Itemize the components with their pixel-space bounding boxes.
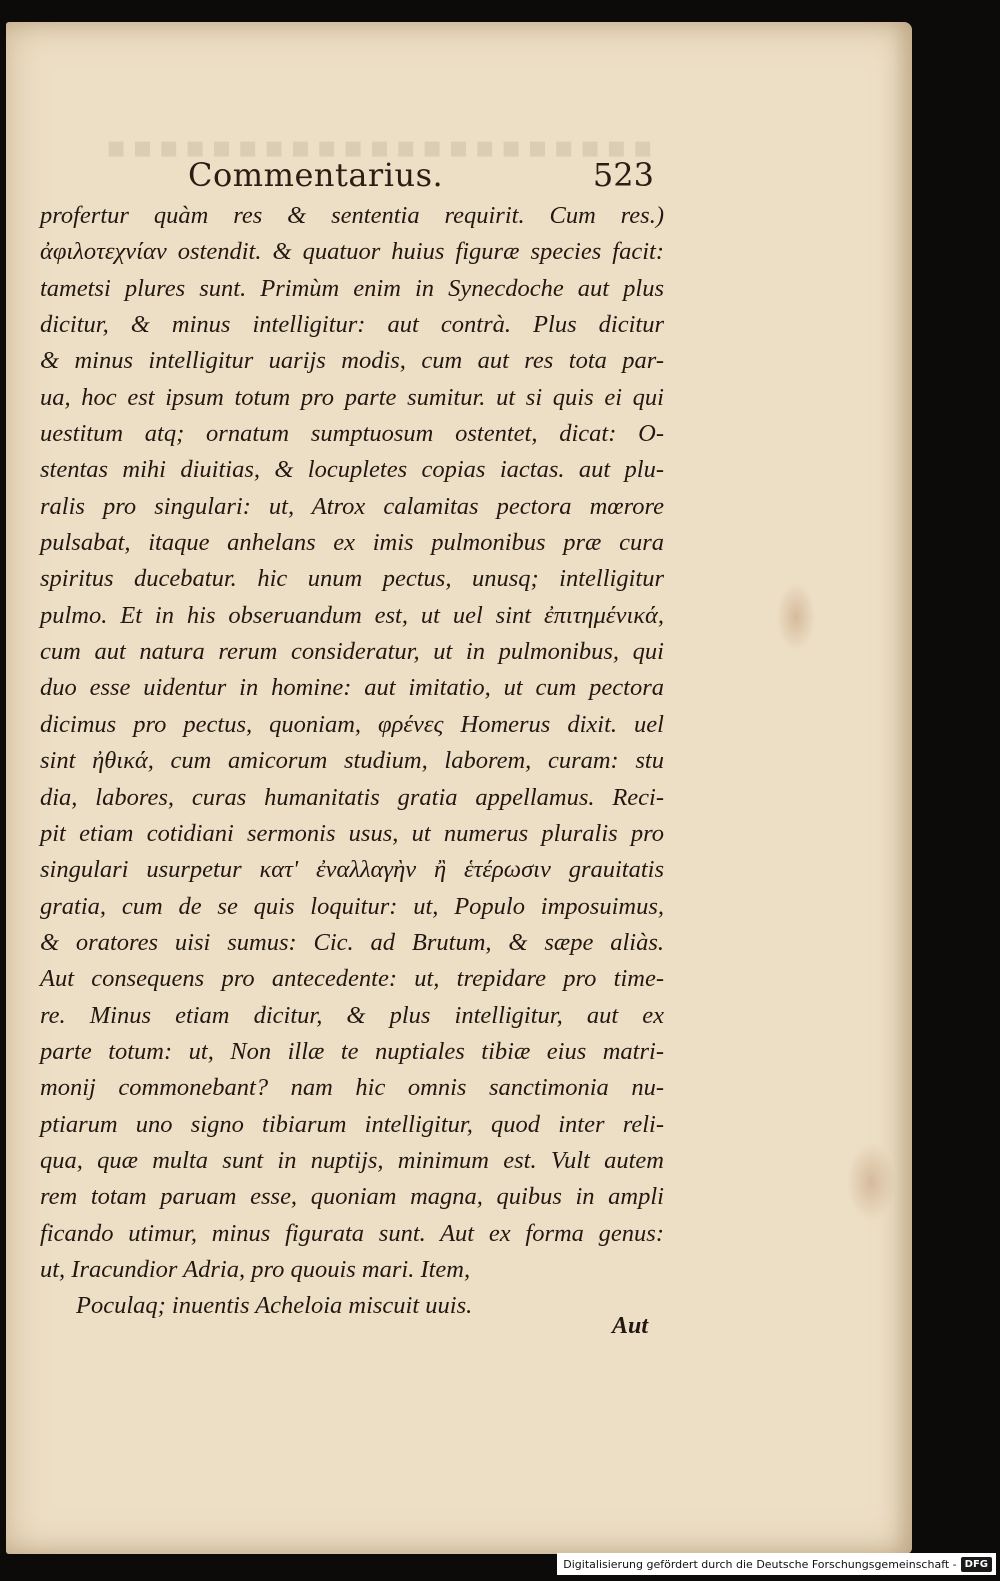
text-line: ut, Iracundior Adria, pro quouis mari. Item, — [40, 1255, 471, 1283]
text-line: pulmo. Et in his obseruandum est, ut uel sint ἐπιτημένικά, — [40, 601, 664, 629]
text-line: monij commonebant? nam hic omnis sanctimonia nu- — [40, 1074, 664, 1102]
paper-stain — [776, 582, 816, 652]
funding-notice: Digitalisierung gefördert durch die Deutsche Forschungsgemeinschaft - — [563, 1557, 957, 1571]
text-line: singulari usurpetur κατ' ἐναλλαγὴν ἢ ἑτέρωσιν grauitatis — [40, 856, 664, 884]
text-line: duo esse uidentur in homine: aut imitatio, ut cum pectora — [40, 674, 664, 702]
dfg-logo: DFG — [961, 1557, 992, 1572]
text-line: ralis pro singulari: ut, Atrox calamitas pectora mœrore — [40, 492, 664, 520]
text-line: parte totum: ut, Non illæ te nuptiales tibiæ eius matri- — [40, 1037, 664, 1065]
text-line: & oratores uisi sumus: Cic. ad Brutum, & sæpe aliàs. — [40, 928, 664, 956]
text-line: pulsabat, itaque anhelans ex imis pulmonibus præ cura — [40, 529, 664, 557]
body-text — [40, 198, 664, 1325]
text-line: dia, labores, curas humanitatis gratia appellamus. Reci- — [40, 783, 664, 811]
funding-footer — [557, 1553, 996, 1575]
text-line: re. Minus etiam dicitur, & plus intelligitur, aut ex — [40, 1001, 664, 1029]
text-line: ficando utimur, minus figurata sunt. Aut ex forma genus: — [40, 1219, 664, 1247]
text-line: tametsi plures sunt. Primùm enim in Synecdoche aut plus — [40, 274, 664, 302]
page-header — [40, 156, 662, 200]
text-line: Aut consequens pro antecedente: ut, trepidare pro time- — [40, 965, 664, 993]
text-line: ua, hoc est ipsum totum pro parte sumitur. ut si quis ei qui — [40, 383, 664, 411]
verse-quotation: Poculaq; inuentis Acheloia miscuit uuis. — [76, 1292, 473, 1320]
show-through-text: ▪▪▪▪▪▪▪▪▪▪▪▪▪▪▪▪▪▪▪▪▪ — [106, 130, 659, 165]
text-line: profertur quàm res & sententia requirit. Cum res.) — [40, 202, 664, 229]
text-line: spiritus ducebatur. hic unum pectus, unusq; intelligitur — [40, 565, 664, 593]
text-line: uestitum atq; ornatum sumptuosum ostentet, dicat: O- — [40, 420, 664, 448]
catchword: Aut — [612, 1313, 649, 1339]
text-line: gratia, cum de se quis loquitur: ut, Populo imposuimus, — [40, 892, 664, 920]
text-line: & minus intelligitur uarijs modis, cum aut res tota par- — [40, 347, 664, 375]
text-line: dicimus pro pectus, quoniam, φρένες Homerus dixit. uel — [40, 710, 664, 738]
text-line: stentas mihi diuitias, & locupletes copias iactas. aut plu- — [40, 456, 664, 484]
text-line: dicitur, & minus intelligitur: aut contrà. Plus dicitur — [40, 311, 664, 339]
text-line: qua, quæ multa sunt in nuptijs, minimum est. Vult autem — [40, 1146, 664, 1174]
text-line: cum aut natura rerum consideratur, ut in pulmonibus, qui — [40, 638, 664, 666]
paper-stain — [846, 1142, 896, 1222]
text-line: ptiarum uno signo tibiarum intelligitur, quod inter reli- — [40, 1110, 664, 1138]
text-line: sint ἠθικά, cum amicorum studium, laborem, curam: stu — [40, 747, 664, 775]
running-title: Commentarius. — [188, 156, 444, 194]
text-line: ἀφιλοτεχνίαν ostendit. & quatuor huius figuræ species facit: — [40, 238, 664, 266]
text-line: rem totam paruam esse, quoniam magna, quibus in ampli — [40, 1183, 664, 1211]
page-number: 523 — [592, 156, 654, 194]
text-line: pit etiam cotidiani sermonis usus, ut numerus pluralis pro — [40, 819, 664, 847]
